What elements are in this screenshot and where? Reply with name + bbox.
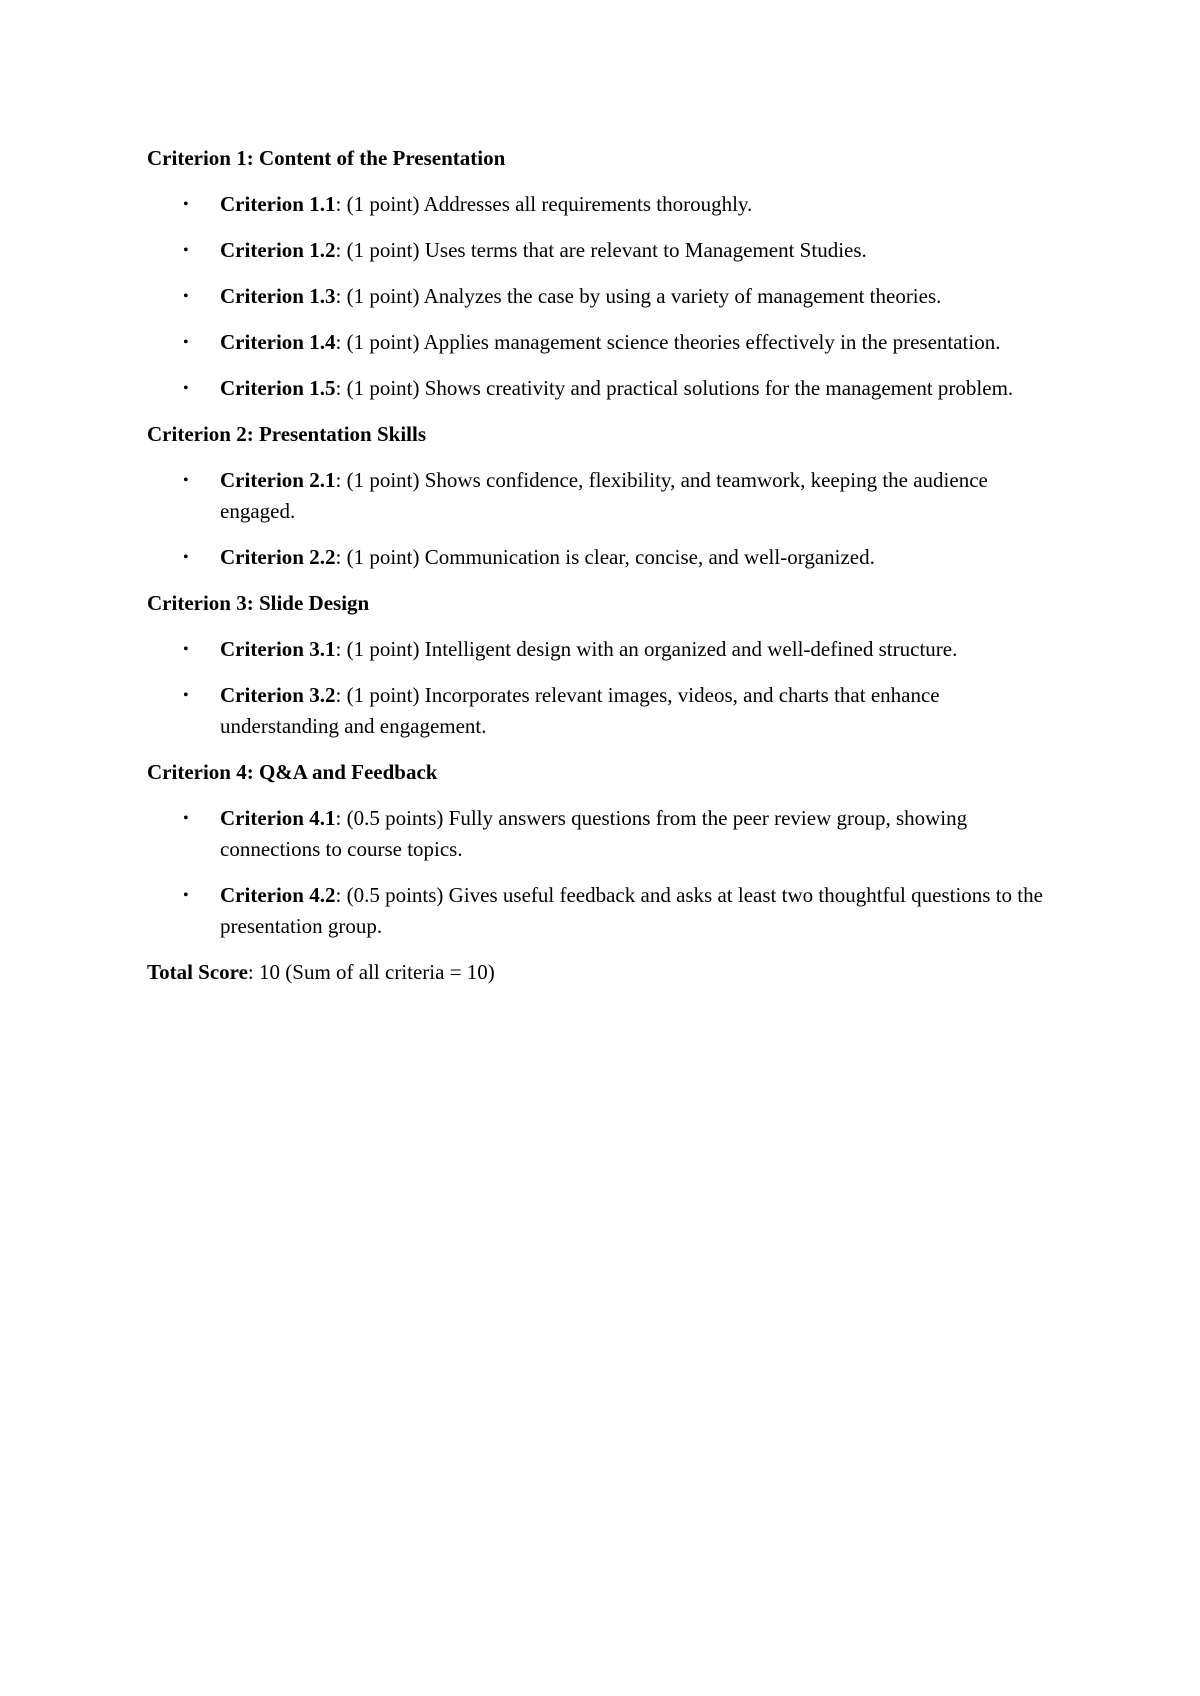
bullet-icon: •	[183, 288, 189, 305]
criterion-points: (1 point)	[346, 192, 420, 216]
criteria-list	[147, 189, 1077, 404]
criterion-text: Analyzes the case by using a variety of management theories.	[419, 284, 942, 308]
criterion-separator: :	[335, 468, 347, 492]
criterion-text: Gives useful feedback and asks at least two thoughtful questions to the presentation group.	[220, 883, 1043, 938]
criterion-separator: :	[335, 330, 347, 354]
section-qa-and-feedback	[147, 757, 1077, 942]
bullet-icon: •	[183, 242, 189, 259]
criterion-id: Criterion 1.1	[220, 192, 336, 216]
criterion-text: Communication is clear, concise, and well-organized.	[419, 545, 875, 569]
criterion-text: Applies management science theories effectively in the presentation.	[419, 330, 1001, 354]
criterion-points: (1 point)	[346, 545, 420, 569]
criterion-separator: :	[335, 376, 347, 400]
criterion-points: (0.5 points)	[346, 883, 444, 907]
section-heading: Criterion 4: Q&A and Feedback	[147, 760, 438, 784]
criterion-text: Uses terms that are relevant to Management Studies.	[419, 238, 867, 262]
criterion-points: (1 point)	[346, 238, 420, 262]
criterion-separator: :	[335, 806, 347, 830]
criterion-id: Criterion 1.3	[220, 284, 336, 308]
bullet-icon: •	[183, 810, 189, 827]
criterion-id: Criterion 3.1	[220, 637, 336, 661]
section-heading: Criterion 3: Slide Design	[147, 591, 370, 615]
total-score	[147, 957, 1077, 988]
criterion-item	[147, 465, 1077, 527]
bullet-icon: •	[183, 472, 189, 489]
bullet-icon: •	[183, 687, 189, 704]
criterion-text: Shows creativity and practical solutions for the management problem.	[419, 376, 1014, 400]
criterion-id: Criterion 2.2	[220, 545, 336, 569]
criterion-id: Criterion 4.2	[220, 883, 336, 907]
criterion-text: Fully answers questions from the peer review group, showing connections to course topics.	[220, 806, 968, 861]
total-score-value: 10 (Sum of all criteria = 10)	[259, 960, 495, 984]
criterion-item	[147, 803, 1077, 865]
criterion-item	[147, 680, 1077, 742]
section-heading: Criterion 2: Presentation Skills	[147, 422, 427, 446]
criterion-id: Criterion 1.2	[220, 238, 336, 262]
criterion-separator: :	[335, 545, 347, 569]
bullet-icon: •	[183, 334, 189, 351]
criterion-text: Intelligent design with an organized and well-defined structure.	[419, 637, 958, 661]
bullet-icon: •	[183, 887, 189, 904]
criterion-points: (1 point)	[346, 683, 420, 707]
criteria-list	[147, 803, 1077, 942]
criterion-separator: :	[335, 883, 347, 907]
criterion-text: Addresses all requirements thoroughly.	[419, 192, 753, 216]
section-content-of-presentation	[147, 143, 1077, 404]
criterion-points: (0.5 points)	[346, 806, 444, 830]
rubric-content	[147, 143, 1077, 988]
bullet-icon: •	[183, 380, 189, 397]
criterion-item	[147, 281, 1077, 312]
criterion-id: Criterion 1.4	[220, 330, 336, 354]
criterion-item	[147, 634, 1077, 665]
criterion-text: Incorporates relevant images, videos, and charts that enhance understanding and engagement.	[220, 683, 940, 738]
criterion-id: Criterion 3.2	[220, 683, 336, 707]
criterion-item	[147, 235, 1077, 266]
criterion-points: (1 point)	[346, 637, 420, 661]
section-slide-design	[147, 588, 1077, 742]
criterion-id: Criterion 2.1	[220, 468, 336, 492]
bullet-icon: •	[183, 549, 189, 566]
section-presentation-skills	[147, 419, 1077, 573]
bullet-icon: •	[183, 641, 189, 658]
criterion-text: Shows confidence, flexibility, and teamwork, keeping the audience engaged.	[220, 468, 988, 523]
criterion-item	[147, 880, 1077, 942]
criteria-list	[147, 634, 1077, 742]
criterion-item	[147, 189, 1077, 220]
criteria-list	[147, 465, 1077, 573]
criterion-item	[147, 327, 1077, 358]
criterion-id: Criterion 1.5	[220, 376, 336, 400]
criterion-separator: :	[335, 192, 347, 216]
criterion-id: Criterion 4.1	[220, 806, 336, 830]
criterion-separator: :	[335, 238, 347, 262]
criterion-separator: :	[335, 284, 347, 308]
total-score-label: Total Score	[147, 960, 248, 984]
criterion-separator: :	[335, 637, 347, 661]
criterion-points: (1 point)	[346, 468, 420, 492]
criterion-points: (1 point)	[346, 376, 420, 400]
section-heading: Criterion 1: Content of the Presentation	[147, 146, 506, 170]
criterion-item	[147, 542, 1077, 573]
criterion-separator: :	[335, 683, 347, 707]
criterion-points: (1 point)	[346, 330, 420, 354]
total-score-separator: :	[247, 960, 260, 984]
criterion-item	[147, 373, 1077, 404]
bullet-icon: •	[183, 196, 189, 213]
criterion-points: (1 point)	[346, 284, 420, 308]
